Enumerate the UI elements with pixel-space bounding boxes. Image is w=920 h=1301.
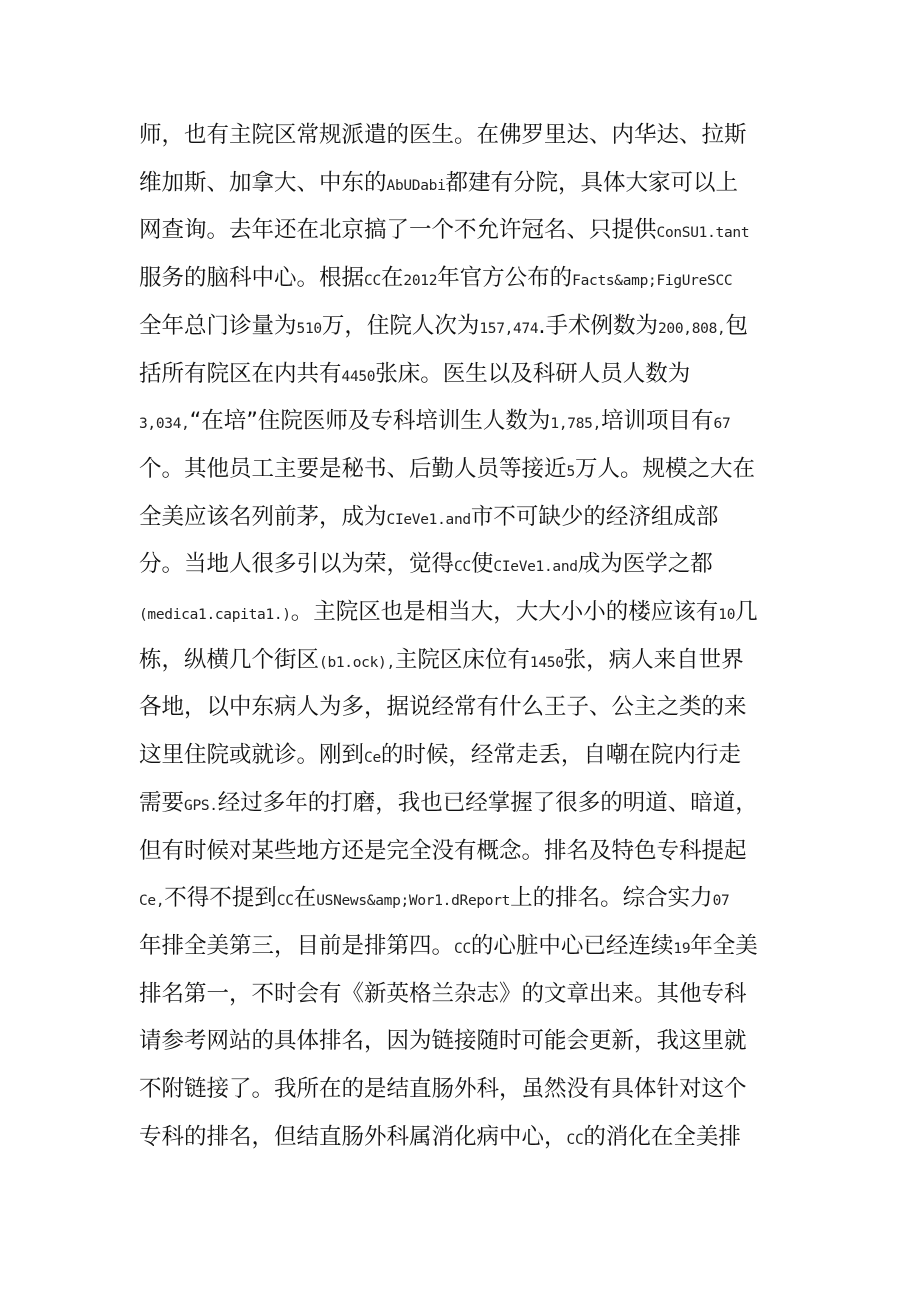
text-line — [139, 740, 741, 773]
text-run: 服务的脑科中心。根据 — [139, 265, 365, 292]
text-run: 网查询。去年还在北京搞了一个不允许冠名、只提供 — [139, 217, 657, 244]
text-line — [139, 931, 758, 964]
latin-run: 4450 — [341, 368, 376, 385]
text-run: 不得不提到 — [164, 885, 277, 912]
latin-run: 510 — [296, 320, 322, 337]
latin-run: (medica1.capita1.) — [139, 607, 291, 623]
text-run: 全年总门诊量为 — [139, 312, 297, 339]
latin-run: GPS. — [184, 797, 218, 814]
latin-run: 5 — [566, 463, 575, 480]
text-line — [139, 168, 738, 201]
text-line — [139, 1074, 747, 1104]
text-run: 张，病人来自世界 — [563, 646, 744, 673]
text-run: 的心脏中心已经连续 — [470, 932, 674, 959]
text-run: 维加斯、加拿大、中东的 — [139, 169, 387, 196]
latin-run: CC — [454, 940, 471, 957]
text-run: “在培”住院医师及专科培训生人数为 — [189, 408, 551, 435]
latin-run: Facts&amp;FigUreSCC — [572, 273, 733, 290]
latin-run: 2012 — [403, 273, 438, 290]
latin-run: CC — [276, 893, 294, 910]
latin-run: 10 — [718, 607, 736, 623]
latin-run: CIeVe1.and — [493, 559, 578, 576]
text-line — [139, 454, 755, 487]
latin-run: CC — [364, 273, 381, 290]
text-run: 师，也有主院区常规派遣的医生。在佛罗里达、内华达、拉斯 — [139, 122, 747, 148]
text-run: 都建有分院，具体大家可以上 — [445, 169, 739, 196]
text-run: 主院区床位有 — [394, 646, 530, 673]
text-run: 使 — [470, 551, 494, 578]
text-line — [139, 979, 747, 1009]
text-line — [139, 406, 730, 439]
text-run: 不附链接了。我所在的是结直肠外科，虽然没有具体针对这个 — [139, 1076, 747, 1102]
latin-run: 200,808, — [658, 320, 726, 337]
text-run: 市不可缺少的经济组成部 — [470, 503, 719, 530]
text-run: 的时候，经常走丢，自嘲在院内行走 — [380, 742, 741, 769]
text-run: 培训项目有 — [601, 408, 714, 435]
text-run: 万，住院人次为 — [321, 312, 480, 339]
text-line — [139, 597, 758, 630]
text-line — [139, 311, 748, 344]
latin-run: Ce — [364, 750, 381, 767]
text-run: 经过多年的打磨，我也已经掌握了很多的明道、暗道， — [217, 789, 758, 816]
text-run: 这里住院或就诊。刚到 — [139, 742, 365, 769]
latin-run: 1,785, — [550, 416, 602, 433]
text-line — [139, 788, 758, 821]
text-run: 请参考网站的具体排名，因为链接随时可能会更新，我这里就 — [139, 1028, 747, 1055]
text-line — [139, 836, 747, 866]
text-run: .手术例数为 — [538, 312, 658, 339]
text-run: 栋，纵横几个街区 — [139, 646, 320, 673]
latin-run: AbUDabi — [386, 177, 446, 194]
text-run: 在 — [293, 885, 317, 912]
text-line — [139, 883, 729, 916]
text-run: 年全美 — [690, 932, 758, 959]
latin-run: 67 — [713, 416, 731, 433]
text-run: 成为医学之都 — [577, 551, 713, 578]
text-run: 上的排名。综合实力 — [510, 885, 713, 912]
text-run: 。主院区也是相当大，大大小小的楼应该有 — [290, 599, 719, 625]
text-run: 括所有院区在内共有 — [139, 360, 342, 387]
latin-run: CC — [566, 1131, 584, 1148]
text-run: 在 — [380, 265, 404, 292]
latin-run: (b1.ock), — [319, 654, 395, 671]
text-run: 年排全美第三，目前是排第四。 — [139, 932, 455, 959]
latin-run: Ce, — [139, 893, 165, 910]
text-line — [139, 1122, 741, 1155]
text-line — [139, 502, 718, 535]
latin-run: CIeVe1.and — [386, 511, 471, 528]
text-run: 需要 — [139, 789, 185, 816]
text-line — [139, 120, 747, 150]
text-run: 年官方公布的 — [437, 265, 573, 292]
text-line — [139, 215, 749, 248]
latin-run: ConSU1.tant — [656, 225, 750, 242]
text-line — [139, 1026, 747, 1056]
latin-run: USNews&amp;Wor1.dReport — [316, 893, 511, 910]
text-run: 但有时候对某些地方还是完全没有概念。排名及特色专科提起 — [139, 837, 747, 864]
latin-run: 157,474 — [479, 320, 539, 337]
text-run: 张床。医生以及科研人员人数为 — [375, 360, 691, 387]
text-run: 万人。规模之大在 — [574, 455, 755, 482]
text-line — [139, 645, 744, 678]
text-run: 分。当地人很多引以为荣，觉得 — [139, 551, 455, 578]
latin-run: CC — [454, 559, 471, 576]
text-run: 全美应该名列前茅，成为 — [139, 503, 387, 530]
text-line — [139, 692, 747, 722]
latin-run: 07 — [712, 893, 730, 910]
latin-run: 19 — [673, 940, 691, 957]
text-run: 各地，以中东病人为多，据说经常有什么王子、公主之类的来 — [139, 694, 747, 721]
latin-run: 3,034, — [139, 416, 190, 433]
text-line — [139, 263, 732, 296]
text-run: 排名第一，不时会有《新英格兰杂志》的文章出来。其他专科 — [139, 980, 747, 1007]
text-line — [139, 359, 690, 392]
text-run: 专科的排名，但结直肠外科属消化病中心， — [139, 1123, 567, 1150]
text-line — [139, 549, 713, 582]
text-run: 包 — [725, 312, 748, 339]
latin-run: 1450 — [529, 654, 564, 671]
text-run: 几 — [735, 599, 758, 625]
text-run: 个。其他员工主要是秘书、后勤人员等接近 — [139, 455, 567, 482]
text-run: 的消化在全美排 — [583, 1123, 741, 1150]
